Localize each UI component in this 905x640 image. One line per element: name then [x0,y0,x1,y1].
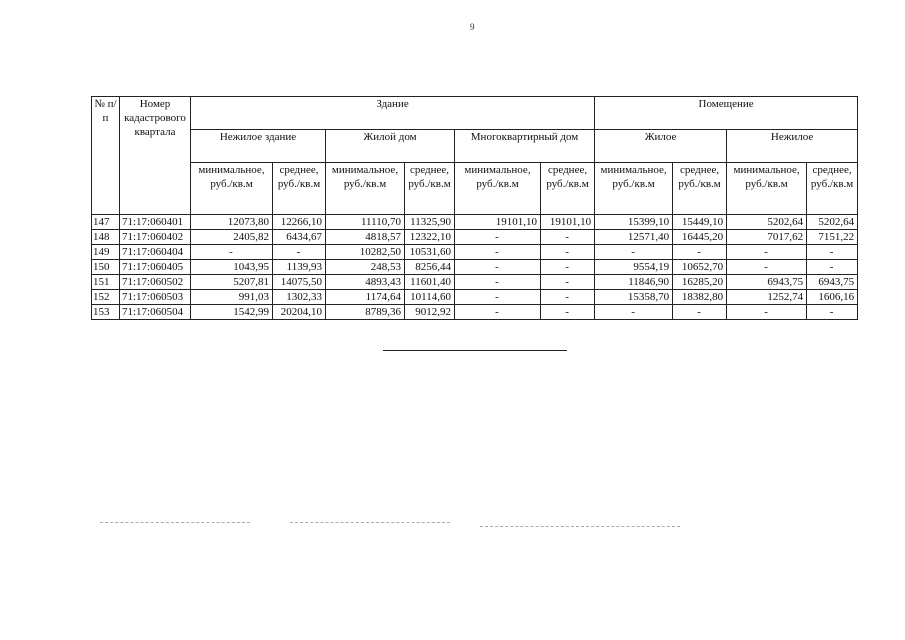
header-nonresidential-premises: Нежилое [727,130,858,163]
price-value-cell: 5202,64 [727,215,807,230]
price-value-cell: 19101,10 [455,215,541,230]
separator-line [383,350,567,351]
price-value-cell: 9554,19 [595,260,673,275]
price-value-cell: 15358,70 [595,290,673,305]
header-avg-value: среднее, руб./кв.м [673,163,727,215]
price-value-cell: 11601,40 [405,275,455,290]
price-value-cell: - [455,245,541,260]
row-number-cell: 147 [92,215,120,230]
header-cadastral-quarter: Номер кадастрового квартала [120,97,191,215]
price-value-cell: 5202,64 [807,215,858,230]
scan-artifact [290,522,450,523]
row-number-cell: 149 [92,245,120,260]
price-value-cell: - [455,230,541,245]
price-value-cell: 11846,90 [595,275,673,290]
header-building: Здание [191,97,595,130]
table-row [92,290,858,305]
table-row [92,275,858,290]
header-apartment-building: Многоквартирный дом [455,130,595,163]
header-residential-house: Жилой дом [326,130,455,163]
price-value-cell: - [807,245,858,260]
table-row [92,215,858,230]
price-value-cell: 16445,20 [673,230,727,245]
header-row-number: № п/п [92,97,120,215]
price-value-cell: - [455,260,541,275]
table-row [92,260,858,275]
price-value-cell: 15449,10 [673,215,727,230]
price-value-cell: 12073,80 [191,215,273,230]
price-value-cell: - [541,305,595,320]
header-avg-value: среднее, руб./кв.м [807,163,858,215]
price-value-cell: 16285,20 [673,275,727,290]
header-min-value: минимальное, руб./кв.м [191,163,273,215]
price-value-cell: 19101,10 [541,215,595,230]
price-value-cell: 14075,50 [273,275,326,290]
header-min-value: минимальное, руб./кв.м [455,163,541,215]
price-value-cell: - [455,305,541,320]
price-value-cell: 8256,44 [405,260,455,275]
price-value-cell: 991,03 [191,290,273,305]
price-value-cell: 1174,64 [326,290,405,305]
header-avg-value: среднее, руб./кв.м [405,163,455,215]
price-value-cell: - [595,245,673,260]
price-value-cell: 2405,82 [191,230,273,245]
price-value-cell: - [541,275,595,290]
price-value-cell: - [673,305,727,320]
table-row [92,305,858,320]
price-value-cell: 4818,57 [326,230,405,245]
price-value-cell: 12266,10 [273,215,326,230]
price-value-cell: 1542,99 [191,305,273,320]
price-value-cell: 4893,43 [326,275,405,290]
price-value-cell: - [541,230,595,245]
header-avg-value: среднее, руб./кв.м [541,163,595,215]
header-min-value: минимальное, руб./кв.м [595,163,673,215]
header-min-value: минимальное, руб./кв.м [727,163,807,215]
price-value-cell: - [807,260,858,275]
cadastral-number-cell: 71:17:060402 [120,230,191,245]
price-value-cell: 10114,60 [405,290,455,305]
price-value-cell: 8789,36 [326,305,405,320]
row-number-cell: 150 [92,260,120,275]
row-number-cell: 153 [92,305,120,320]
cadastral-number-cell: 71:17:060504 [120,305,191,320]
header-residential-premises: Жилое [595,130,727,163]
price-value-cell: 7017,62 [727,230,807,245]
price-value-cell: 5207,81 [191,275,273,290]
price-value-cell: 7151,22 [807,230,858,245]
price-value-cell: 10531,60 [405,245,455,260]
price-value-cell: - [727,260,807,275]
price-value-cell: - [595,305,673,320]
row-number-cell: 151 [92,275,120,290]
price-value-cell: - [273,245,326,260]
page-number: 9 [470,22,475,32]
price-value-cell: 1606,16 [807,290,858,305]
cadastral-price-table [91,96,858,320]
price-value-cell: 18382,80 [673,290,727,305]
table-body [92,215,858,320]
price-value-cell: 1252,74 [727,290,807,305]
cadastral-number-cell: 71:17:060404 [120,245,191,260]
price-value-cell: - [191,245,273,260]
price-value-cell: - [541,290,595,305]
cadastral-number-cell: 71:17:060405 [120,260,191,275]
price-value-cell: - [673,245,727,260]
header-min-value: минимальное, руб./кв.м [326,163,405,215]
price-value-cell: 12571,40 [595,230,673,245]
price-value-cell: - [455,290,541,305]
price-value-cell: 11325,90 [405,215,455,230]
price-value-cell: 1302,33 [273,290,326,305]
header-nonresidential-building: Нежилое здание [191,130,326,163]
price-value-cell: 6943,75 [807,275,858,290]
price-value-cell: 1139,93 [273,260,326,275]
price-value-cell: 6943,75 [727,275,807,290]
price-value-cell: 10652,70 [673,260,727,275]
price-value-cell: 10282,50 [326,245,405,260]
price-value-cell: - [541,260,595,275]
price-value-cell: - [807,305,858,320]
price-value-cell: - [455,275,541,290]
cadastral-number-cell: 71:17:060401 [120,215,191,230]
header-premises: Помещение [595,97,858,130]
cadastral-number-cell: 71:17:060502 [120,275,191,290]
price-value-cell: 6434,67 [273,230,326,245]
price-value-cell: - [541,245,595,260]
price-value-cell: 15399,10 [595,215,673,230]
price-value-cell: 1043,95 [191,260,273,275]
scan-artifact [480,526,680,527]
row-number-cell: 152 [92,290,120,305]
row-number-cell: 148 [92,230,120,245]
header-avg-value: среднее, руб./кв.м [273,163,326,215]
price-value-cell: 20204,10 [273,305,326,320]
price-value-cell: - [727,245,807,260]
price-value-cell: 9012,92 [405,305,455,320]
price-value-cell: 12322,10 [405,230,455,245]
cadastral-number-cell: 71:17:060503 [120,290,191,305]
price-value-cell: - [727,305,807,320]
price-value-cell: 248,53 [326,260,405,275]
price-value-cell: 11110,70 [326,215,405,230]
table-row [92,245,858,260]
table-row [92,230,858,245]
scan-artifact [100,522,250,523]
